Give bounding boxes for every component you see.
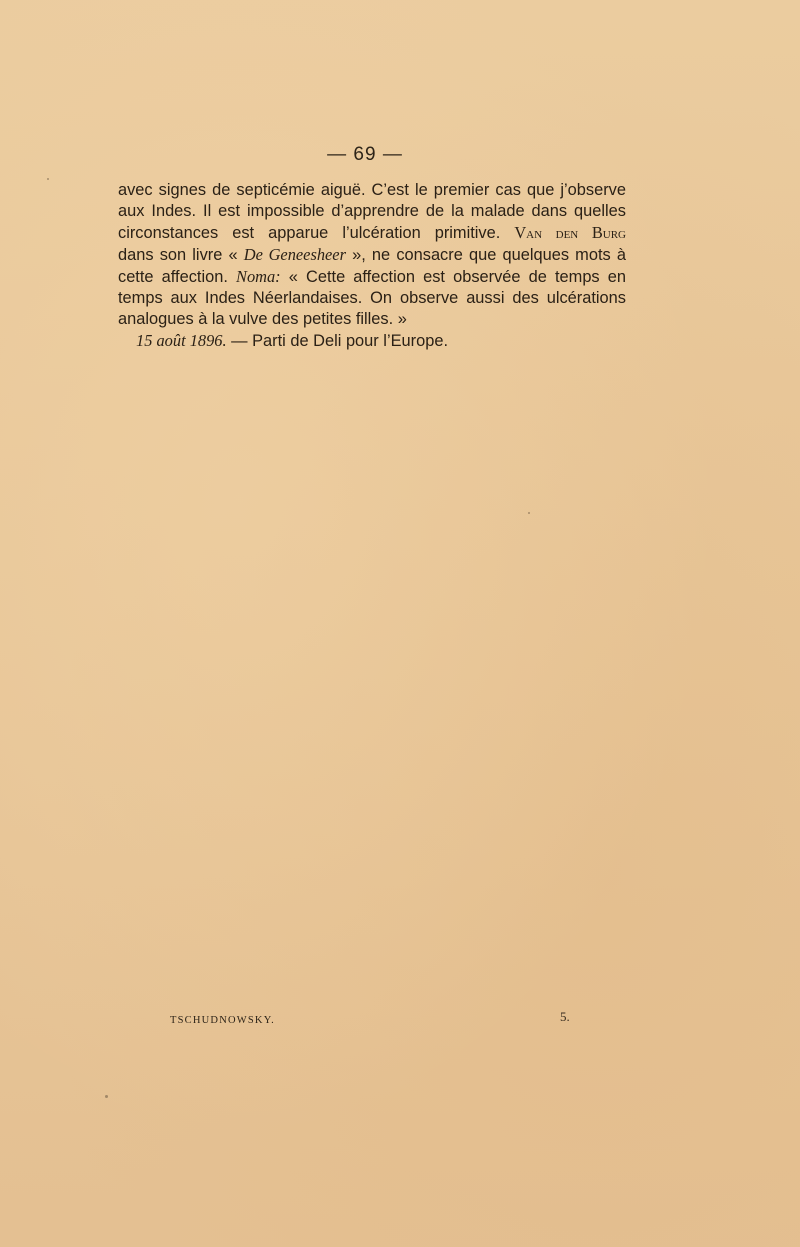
text-line-3 [118,222,626,244]
paper-speck [105,1095,108,1098]
text-line-6: temps aux Indes Néerlandaises. On observe aussi des ulcérations [118,289,626,307]
text-line-1: avec signes de septicémie aiguë. C’est le premier cas que j’observe [118,181,626,199]
entry-text: — Parti de Deli pour l’Europe. [231,332,448,350]
entry-date: 15 août 1896. [136,331,227,350]
page-number: — 69 — [327,144,403,165]
text-line-3-main: circonstances est apparue l’ulcération primitive. [118,224,501,242]
text-line-7: analogues à la vulve des petites filles. » [118,310,407,328]
noma-text: « Cette affection est observée de temps en [288,268,626,286]
paper-speck [528,512,530,514]
author-name: Van den Burg [514,223,626,242]
noma-label: Noma: [236,267,281,286]
book-title: De Geneesheer [243,245,346,264]
paper-speck [47,178,49,180]
body-paragraph [118,180,626,352]
text-line-2: aux Indes. Il est impossible d’apprendre de la malade dans quelles [118,202,626,220]
book-suffix: », ne consacre que quelques mots à [352,246,626,264]
text-line-5-main: cette affection. [118,268,228,286]
footer-signature: 5. [560,1009,570,1024]
footer-author: TSCHUDNOWSKY. [170,1015,275,1026]
text-line-8 [118,330,626,352]
text-line-4-main: dans son livre [118,246,223,264]
text-line-5 [118,266,626,288]
book-prefix: « [228,246,238,264]
text-line-4 [118,244,626,266]
